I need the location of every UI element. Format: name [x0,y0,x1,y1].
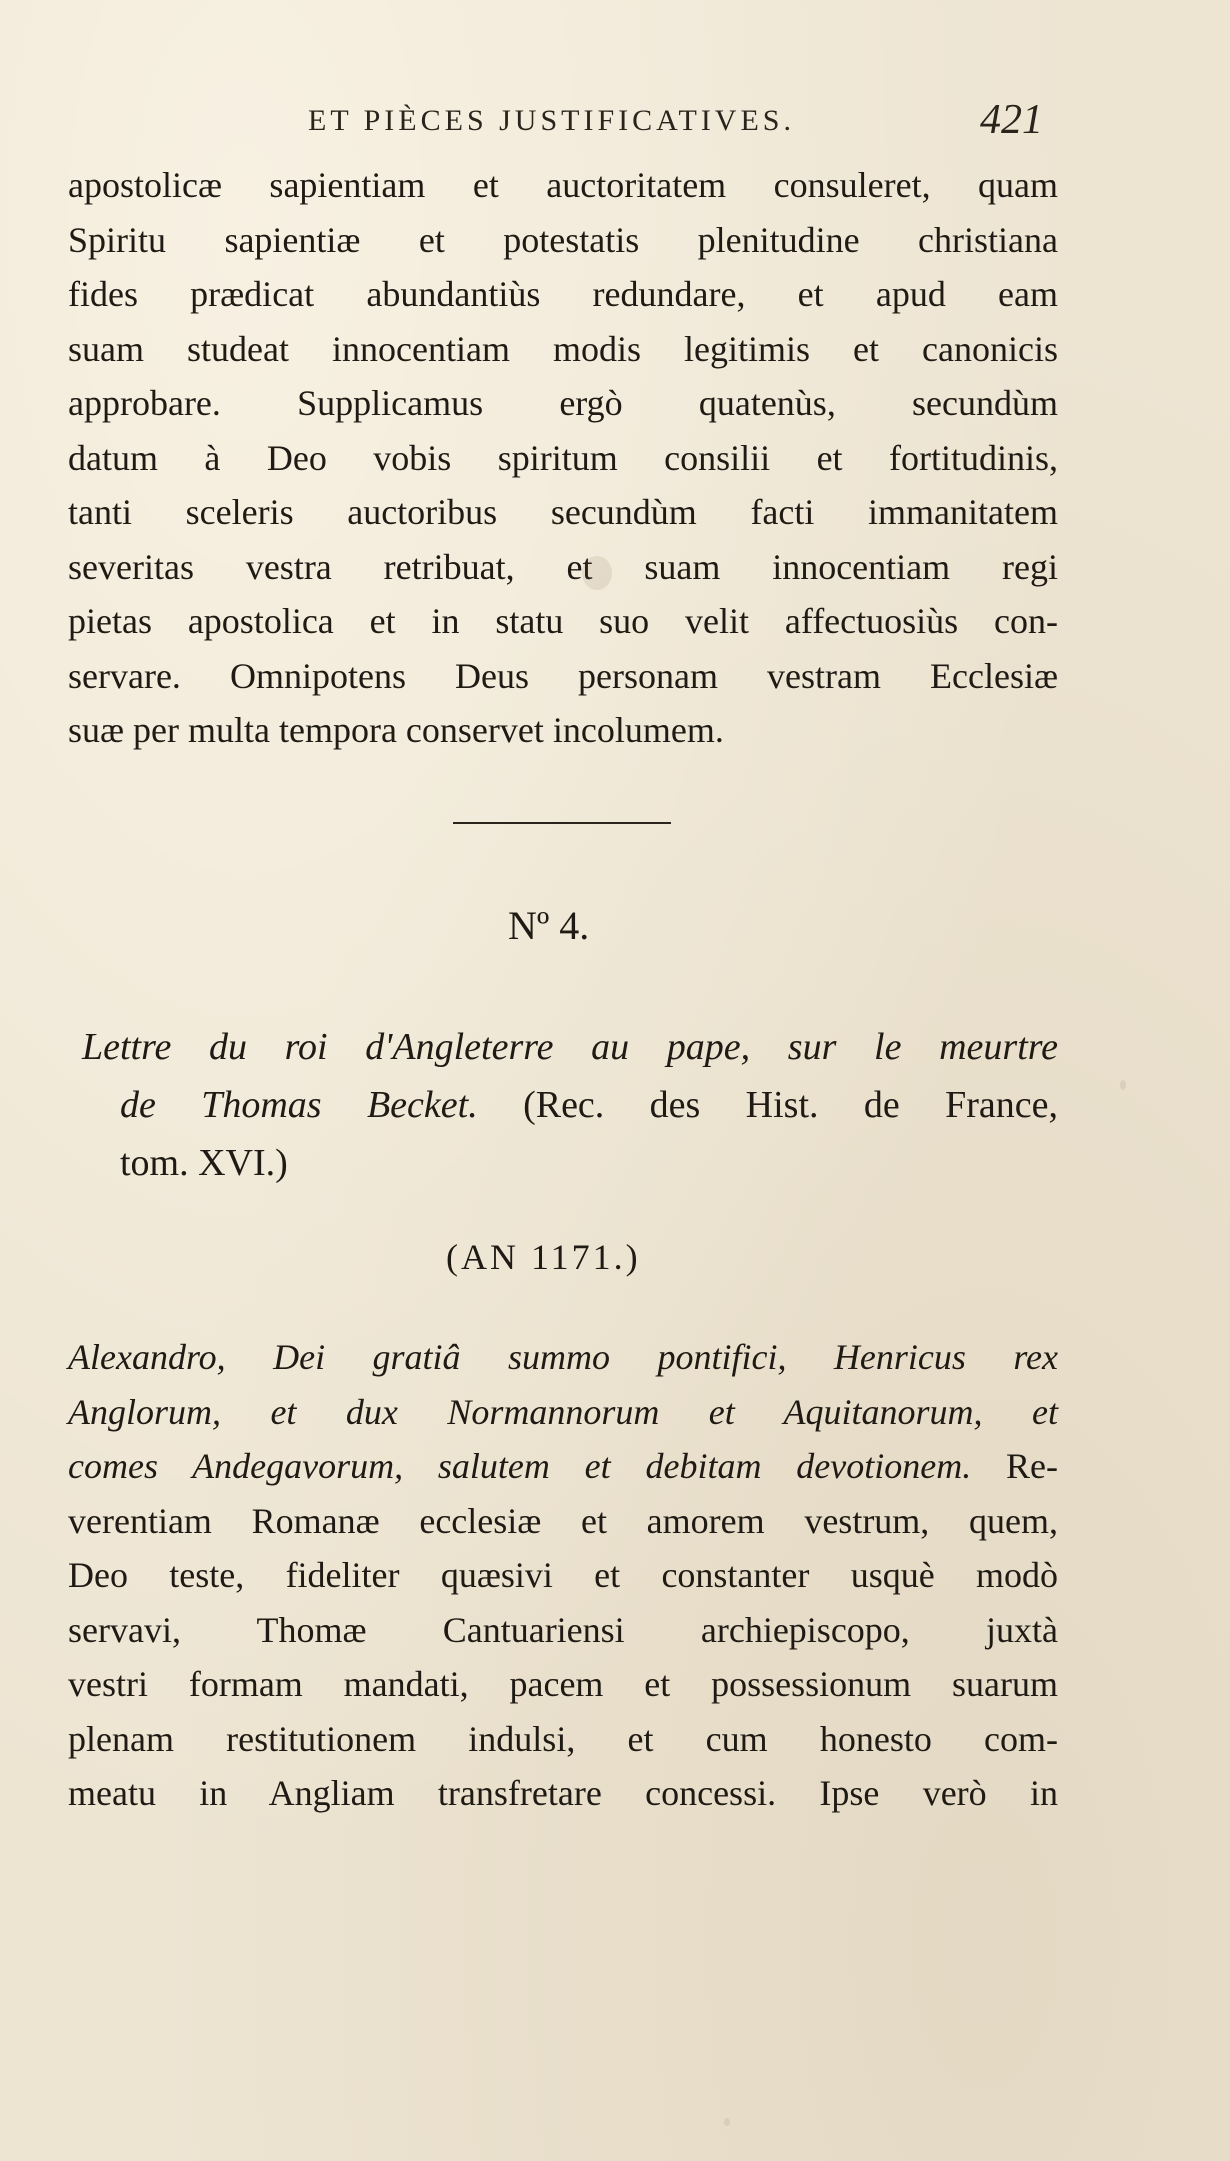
text-line: Anglorum, et dux Normannorum et Aquitanorum, et [68,1391,1058,1432]
text-line: vestri formam mandati, pacem et possessionum suarum [68,1664,1058,1704]
ink-spot [724,2118,730,2126]
text-line: Deo teste, fideliter quæsivi et constanter usquè modò [68,1555,1058,1595]
paragraph-latin-closing [68,158,1058,758]
title-line: Lettre du roi d'Angleterre au pape, sur le meurtre [82,1026,1058,1068]
running-head: ET PIÈCES JUSTIFICATIVES. [308,104,795,137]
salutation-italic: comes Andegavorum, salutem et debitam devotionem. [68,1446,972,1486]
document-year: (AN 1171.) [446,1237,641,1277]
text-line: plenam restitutionem indulsi, et cum honesto com- [68,1718,1058,1759]
page-number: 421 [980,97,1043,143]
text-line: apostolicæ sapientiam et auctoritatem consuleret, quam [68,165,1058,205]
title-line [82,1076,1058,1134]
text-line: Spiritu sapientiæ et potestatis plenitudine christiana [68,219,1058,260]
text-line: suam studeat innocentiam modis legitimis et canonicis [68,328,1058,369]
paragraph-letter [68,1330,1058,1821]
text-line: servare. Omnipotens Deus personam vestram Ecclesiæ [68,655,1058,696]
title-italic: de Thomas Becket. [120,1084,478,1126]
text-line: meatu in Angliam transfretare concessi. Ipse verò in [68,1773,1058,1813]
ink-spot [582,556,612,590]
text-line: suæ per multa tempora conservet incolumem. [68,710,724,750]
text-line: servavi, Thomæ Cantuariensi archiepiscopo, juxtà [68,1609,1058,1650]
text-line: Alexandro, Dei gratiâ summo pontifici, Henricus rex [68,1337,1058,1377]
text-line: severitas vestra retribuat, et suam innocentiam regi [68,546,1058,587]
title-roman: (Rec. des Hist. de France, [477,1084,1058,1126]
document-title [82,1018,1058,1192]
text-line: fides prædicat abundantiùs redundare, et apud eam [68,274,1058,314]
text-line: pietas apostolica et in statu suo velit affectuosiùs con- [68,601,1058,641]
section-divider [453,822,671,824]
text-line: datum à Deo vobis spiritum consilii et fortitudinis, [68,437,1058,478]
text-line: verentiam Romanæ ecclesiæ et amorem vestrum, quem, [68,1500,1058,1541]
title-line: tom. XVI.) [120,1142,288,1184]
document-number: Nº 4. [508,903,590,948]
text-line [68,1439,1058,1494]
ink-spot [1120,1080,1126,1090]
text-line: approbare. Supplicamus ergò quatenùs, secundùm [68,383,1058,423]
salutation-roman: Re- [971,1446,1058,1486]
text-line: tanti sceleris auctoribus secundùm facti immanitatem [68,492,1058,532]
